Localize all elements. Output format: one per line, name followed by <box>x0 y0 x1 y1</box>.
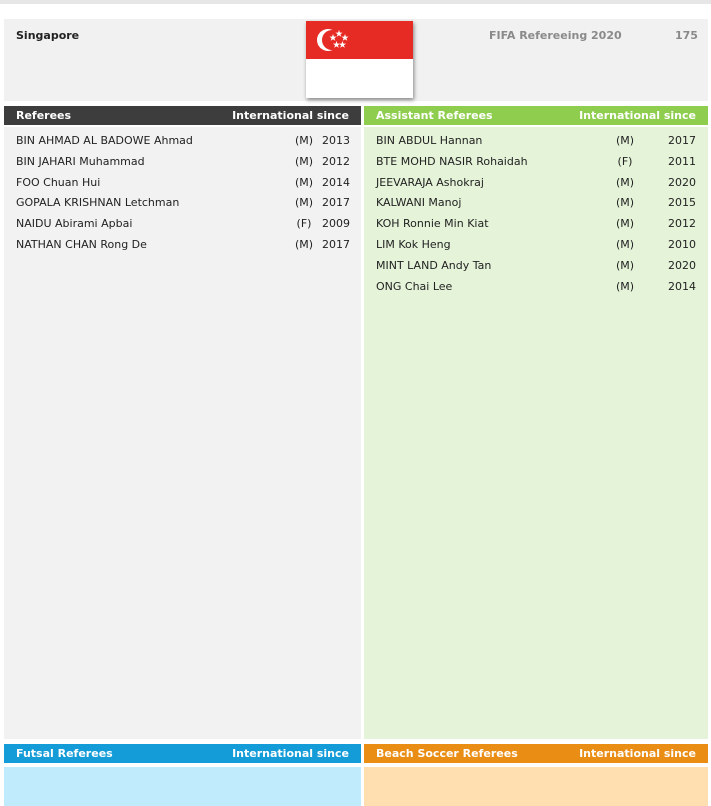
official-gender: (M) <box>615 175 635 189</box>
official-name: BTE MOHD NASIR Rohaidah <box>376 154 528 168</box>
official-name: KALWANI Manoj <box>376 196 462 210</box>
official-since-year: 2017 <box>668 134 696 147</box>
official-gender: (M) <box>294 238 314 251</box>
official-name: BIN JAHARI Muhammad <box>16 154 145 168</box>
official-since-year: 2009 <box>322 217 350 231</box>
list-row <box>364 131 708 151</box>
official-gender: (M) <box>615 134 635 147</box>
official-name: ONG Chai Lee <box>376 279 453 293</box>
list-row <box>4 152 361 172</box>
futsal-referees-list <box>4 767 361 806</box>
assistant-referees-header <box>364 106 708 125</box>
official-gender: (M) <box>615 258 635 272</box>
flag-white-band <box>306 59 413 98</box>
official-since-year: 2011 <box>668 154 696 168</box>
futsal-referees-header <box>4 744 361 763</box>
beach-soccer-referees-list <box>364 767 708 806</box>
official-since-year: 2015 <box>668 196 696 210</box>
official-since-year: 2020 <box>668 175 696 189</box>
list-row <box>4 193 361 213</box>
page-number: 175 <box>675 29 698 42</box>
section-since-label: International since <box>579 747 696 760</box>
official-gender: (M) <box>615 196 635 210</box>
page-header <box>4 19 708 101</box>
country-name: Singapore <box>16 29 80 42</box>
official-since-year: 2013 <box>322 134 350 147</box>
official-gender: (F) <box>617 154 633 168</box>
official-name: NAIDU Abirami Apbai <box>16 217 133 231</box>
list-row <box>364 193 708 213</box>
official-gender: (M) <box>615 279 635 293</box>
assistant-referees-list <box>364 127 708 739</box>
official-gender: (M) <box>294 196 314 210</box>
official-gender: (M) <box>615 238 635 251</box>
section-title: Futsal Referees <box>16 747 113 760</box>
list-row <box>364 256 708 276</box>
section-title: Beach Soccer Referees <box>376 747 518 760</box>
official-since-year: 2017 <box>322 196 350 210</box>
official-gender: (M) <box>294 175 314 189</box>
official-name: MINT LAND Andy Tan <box>376 258 492 272</box>
official-since-year: 2014 <box>668 279 696 293</box>
list-row <box>364 173 708 193</box>
official-name: NATHAN CHAN Rong De <box>16 238 147 251</box>
list-row <box>4 173 361 193</box>
singapore-flag-icon <box>306 21 413 98</box>
official-since-year: 2012 <box>322 154 350 168</box>
official-name: JEEVARAJA Ashokraj <box>376 175 484 189</box>
official-gender: (M) <box>294 134 314 147</box>
list-row <box>4 214 361 234</box>
crescent-stars-icon <box>306 21 413 59</box>
list-row <box>364 277 708 297</box>
list-row <box>364 214 708 234</box>
referees-list <box>4 127 361 739</box>
document-title: FIFA Refereeing 2020 <box>489 29 622 42</box>
top-divider <box>0 0 711 4</box>
section-title: Assistant Referees <box>376 109 493 122</box>
official-name: GOPALA KRISHNAN Letchman <box>16 196 180 210</box>
official-name: LIM Kok Heng <box>376 238 451 251</box>
beach-soccer-referees-header <box>364 744 708 763</box>
official-since-year: 2014 <box>322 175 350 189</box>
section-title: Referees <box>16 109 72 122</box>
official-gender: (M) <box>294 154 314 168</box>
official-gender: (F) <box>296 217 312 231</box>
section-since-label: International since <box>232 109 349 122</box>
list-row <box>364 235 708 255</box>
list-row <box>4 131 361 151</box>
section-since-label: International since <box>232 747 349 760</box>
official-name: BIN ABDUL Hannan <box>376 134 483 147</box>
official-since-year: 2017 <box>322 238 350 251</box>
list-row <box>364 152 708 172</box>
official-gender: (M) <box>615 217 635 231</box>
list-row <box>4 235 361 255</box>
official-name: FOO Chuan Hui <box>16 175 101 189</box>
official-since-year: 2012 <box>668 217 696 231</box>
section-since-label: International since <box>579 109 696 122</box>
official-since-year: 2020 <box>668 258 696 272</box>
official-name: BIN AHMAD AL BADOWE Ahmad <box>16 134 193 147</box>
referees-header <box>4 106 361 125</box>
official-since-year: 2010 <box>668 238 696 251</box>
official-name: KOH Ronnie Min Kiat <box>376 217 489 231</box>
